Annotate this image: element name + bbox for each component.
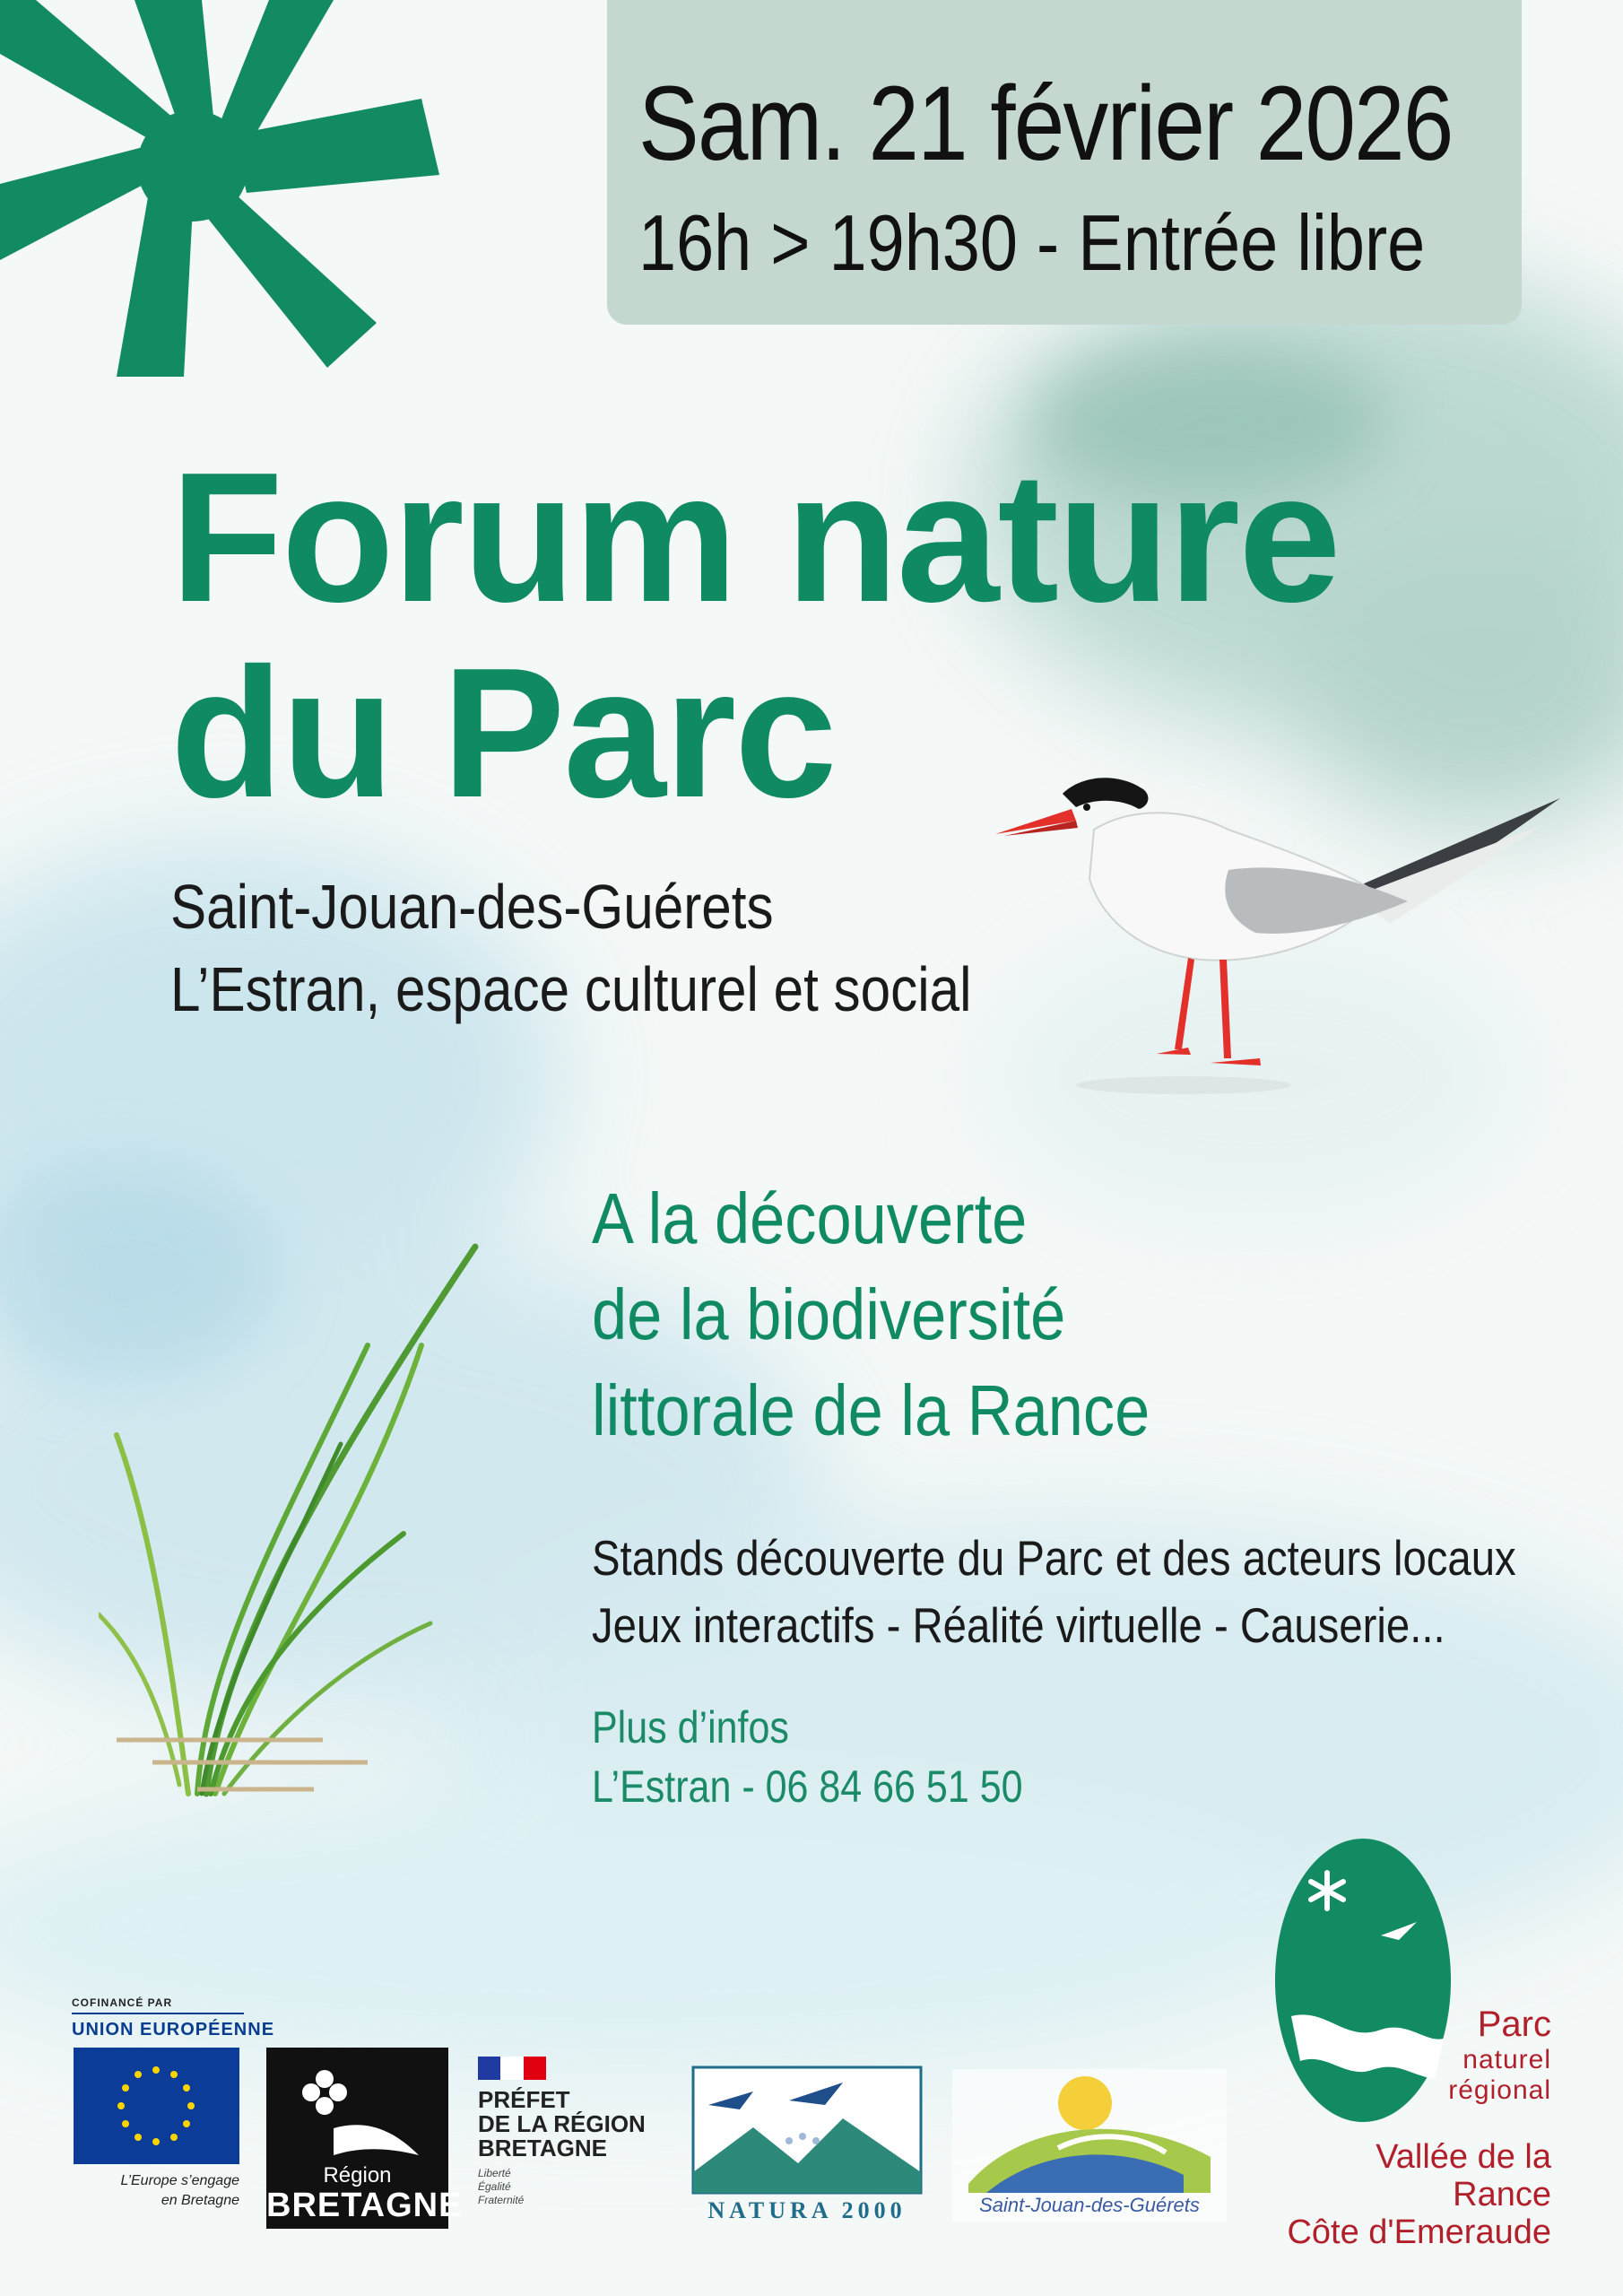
eu-divider	[72, 2013, 244, 2014]
pnr-name	[1273, 2138, 1551, 2251]
region-label: Région	[323, 2163, 392, 2187]
event-activities	[592, 1525, 1516, 1659]
event-subtitle	[592, 1170, 1150, 1458]
info-label: Plus d’infos	[592, 1702, 789, 1752]
pnr-type	[1381, 2045, 1551, 2106]
subtitle-line2: de la biodiversité	[592, 1274, 1066, 1354]
subtitle-line3: littorale de la Rance	[592, 1370, 1150, 1450]
motto-fraternite: Fraternité	[478, 2194, 525, 2206]
ermine-icon	[284, 2066, 428, 2164]
natura-2000-label: NATURA 2000	[707, 2197, 907, 2223]
prefet-line3: BRETAGNE	[478, 2135, 607, 2161]
pnr-naturel: naturel	[1462, 2045, 1551, 2074]
location-city: Saint-Jouan-des-Guérets	[170, 872, 774, 942]
event-title-line1: Forum nature	[170, 434, 1340, 640]
prefet-line1: PRÉFET	[478, 2086, 570, 2113]
event-info	[592, 1698, 1023, 1816]
eu-caption	[74, 2171, 239, 2211]
pnr-parc-label: Parc	[1477, 2005, 1551, 2044]
prefet-name	[478, 2088, 646, 2161]
pnr-name-line1: Vallée de la Rance	[1376, 2138, 1551, 2213]
seagrass-illustration	[99, 1238, 493, 1812]
prefet-motto	[478, 2167, 524, 2207]
commune-name: Saint-Jouan-des-Guérets	[979, 2194, 1200, 2216]
marianne-flag-icon	[478, 2057, 546, 2080]
info-contact: L’Estran - 06 84 66 51 50	[592, 1761, 1023, 1812]
pnr-regional: régional	[1448, 2075, 1551, 2105]
motto-liberte: Liberté	[478, 2167, 511, 2179]
parc-asterisk-icon	[0, 0, 448, 386]
tern-bird-illustration	[995, 744, 1569, 1103]
event-date: Sam. 21 février 2026	[638, 65, 1453, 183]
eu-caption-line2: en Bretagne	[161, 2193, 239, 2208]
eu-name: UNION EUROPÉENNE	[72, 2020, 275, 2039]
location-venue: L’Estran, espace culturel et social	[170, 954, 972, 1024]
eu-cofinance-label: COFINANCÉ PAR	[72, 1996, 173, 2009]
event-hours: 16h > 19h30 - Entrée libre	[638, 198, 1426, 287]
eu-caption-line1: L’Europe s’engage	[120, 2173, 239, 2188]
event-title-line2: du Parc	[170, 630, 836, 836]
prefet-line2: DE LA RÉGION	[478, 2110, 646, 2137]
subtitle-line1: A la découverte	[592, 1178, 1028, 1258]
activities-line1: Stands découverte du Parc et des acteurs locaux	[592, 1530, 1516, 1586]
event-location	[170, 865, 971, 1031]
region-name: BRETAGNE	[266, 2187, 463, 2224]
motto-egalite: Égalité	[478, 2180, 511, 2193]
pnr-name-line2: Côte d'Emeraude	[1287, 2213, 1551, 2251]
activities-line2: Jeux interactifs - Réalité virtuelle - Causerie...	[592, 1597, 1445, 1653]
eu-flag-icon	[74, 2048, 239, 2164]
